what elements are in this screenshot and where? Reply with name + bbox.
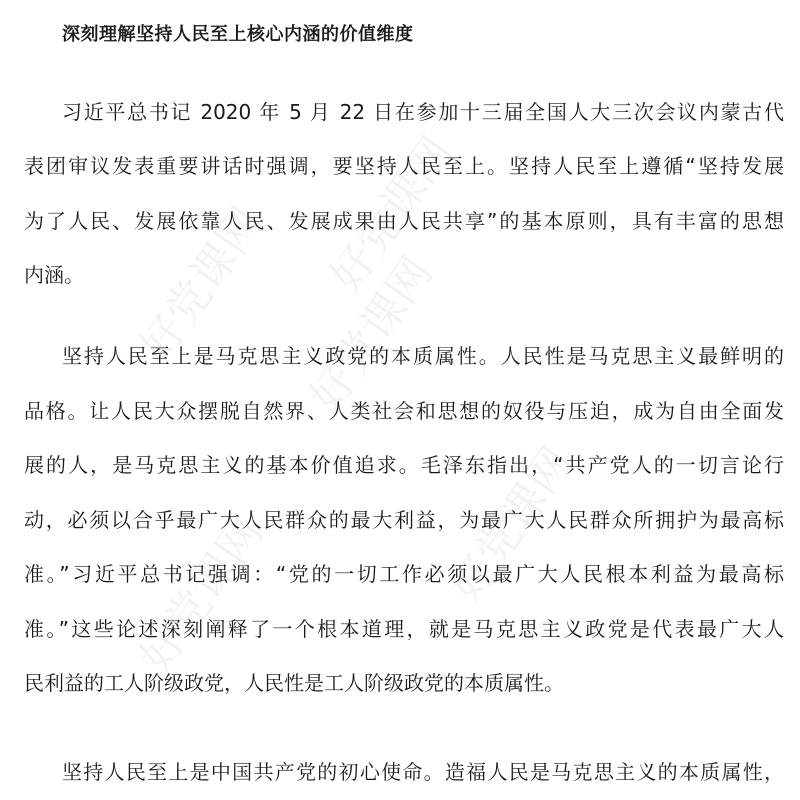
text-line: 展的人，是马克思主义的基本价值追求。毛泽东指出，“共产党人的一切言论行 bbox=[24, 453, 784, 477]
watermark: 好党课网 bbox=[440, 437, 584, 612]
text-line: 准。”这些论述深刻阐释了一个根本道理，就是马克思主义政党是代表最广大人 bbox=[24, 617, 784, 641]
text-line: 坚持人民至上是中国共产党的初心使命。造福人民是马克思主义的本质属性， bbox=[62, 760, 784, 784]
watermark: 好党课网 bbox=[130, 507, 274, 682]
text-line: 动，必须以合乎最广大人民群众的最大利益，为最广大人民群众所拥护为最高标 bbox=[24, 508, 784, 532]
text-line: 民利益的工人阶级政党，人民性是工人阶级政党的本质属性。 bbox=[24, 671, 564, 695]
text-line: 品格。让人民大众摆脱自然界、人类社会和思想的奴役与压迫，成为自由全面发 bbox=[24, 399, 784, 423]
text-line: 为了人民、发展依靠人民、发展成果由人民共享”的基本原则，具有丰富的思想 bbox=[24, 209, 784, 233]
watermark: 好党课网 bbox=[130, 197, 274, 372]
text-line: 习近平总书记 2020 年 5 月 22 日在参加十三届全国人大三次会议内蒙古代 bbox=[62, 100, 784, 124]
watermark: 好党课网 bbox=[320, 127, 464, 302]
text-line: 内涵。 bbox=[24, 263, 84, 287]
text-line: 准。”习近平总书记强调：“党的一切工作必须以最广大人民根本利益为最高标 bbox=[24, 562, 784, 586]
document-title: 深刻理解坚持人民至上核心内涵的价值维度 bbox=[62, 24, 414, 45]
watermark: 好党课网 bbox=[300, 247, 444, 422]
text-line: 坚持人民至上是马克思主义政党的本质属性。人民性是马克思主义最鲜明的 bbox=[62, 344, 784, 368]
text-line: 表团审议发表重要讲话时强调，要坚持人民至上。坚持人民至上遵循“坚持发展 bbox=[24, 154, 784, 178]
